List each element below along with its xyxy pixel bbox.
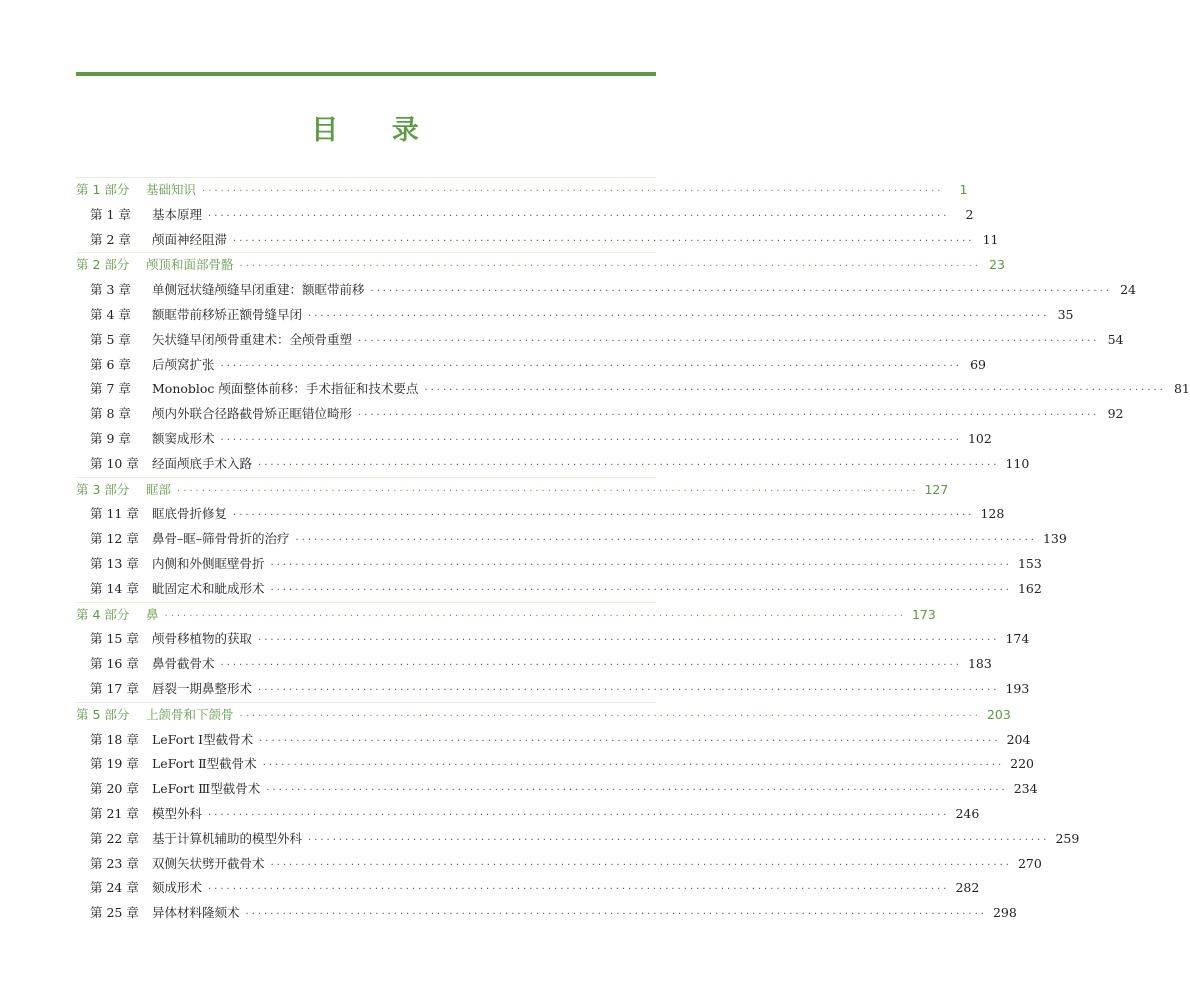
chapter-title: 单侧冠状缝颅缝早闭重建：额眶带前移 bbox=[152, 282, 365, 298]
dot-leader: ························································································································ bbox=[208, 210, 950, 222]
dot-leader: ························································································································ bbox=[308, 834, 1050, 846]
chapter-number: 第 20 章 bbox=[90, 781, 139, 797]
dot-leader: ························································································································ bbox=[208, 884, 950, 896]
chapter-number: 第 7 章 bbox=[90, 381, 131, 397]
toc-chapter[interactable] bbox=[76, 677, 1030, 702]
toc-chapter[interactable] bbox=[76, 852, 1042, 877]
chapter-title: 颅面神经阻滞 bbox=[152, 231, 228, 247]
toc-chapter[interactable] bbox=[76, 203, 974, 228]
dot-leader: ························································································································ bbox=[258, 684, 1000, 696]
chapter-title: 眶底骨折修复 bbox=[152, 506, 228, 522]
dot-leader: ························································································································ bbox=[239, 261, 981, 273]
dot-leader: ························································································································ bbox=[262, 760, 1005, 772]
toc-part[interactable] bbox=[76, 252, 1005, 278]
top-rule bbox=[76, 72, 656, 76]
chapter-number: 第 19 章 bbox=[90, 756, 139, 772]
chapter-title: 内侧和外侧眶壁骨折 bbox=[152, 555, 265, 571]
page-number: 2 bbox=[965, 206, 974, 222]
chapter-title: LeFort Ⅰ型截骨术 bbox=[152, 731, 254, 747]
part-number: 第 4 部分 bbox=[76, 606, 130, 622]
toc-chapter[interactable] bbox=[76, 328, 1124, 353]
part-title: 眶部 bbox=[146, 481, 172, 497]
dot-leader: ························································································································ bbox=[220, 660, 962, 672]
dot-leader: ························································································································ bbox=[220, 360, 962, 372]
dot-leader: ························································································································ bbox=[270, 859, 1012, 871]
chapter-number: 第 13 章 bbox=[90, 555, 139, 571]
chapter-number: 第 16 章 bbox=[90, 656, 139, 672]
page-number: 102 bbox=[967, 430, 992, 446]
toc-chapter[interactable] bbox=[76, 876, 980, 901]
part-title: 鼻 bbox=[146, 606, 159, 622]
dot-leader: ························································································································ bbox=[220, 434, 962, 446]
page-number: 220 bbox=[1010, 756, 1034, 772]
dot-leader: ························································································································ bbox=[259, 735, 1001, 747]
page-number: 127 bbox=[924, 481, 949, 497]
toc-chapter[interactable] bbox=[76, 377, 1190, 402]
chapter-title: LeFort Ⅲ型截骨术 bbox=[152, 781, 261, 797]
chapter-number: 第 15 章 bbox=[90, 631, 139, 647]
chapter-number: 第 1 章 bbox=[90, 206, 131, 222]
toc-chapter[interactable] bbox=[76, 228, 999, 253]
page-number: 69 bbox=[970, 356, 986, 372]
page-number: 23 bbox=[989, 257, 1005, 273]
page-number: 110 bbox=[1005, 455, 1030, 471]
toc-chapter[interactable] bbox=[76, 827, 1080, 852]
chapter-number: 第 6 章 bbox=[90, 356, 131, 372]
chapter-title: 鼻骨–眶–筛骨骨折的治疗 bbox=[152, 531, 290, 547]
toc-chapter[interactable] bbox=[76, 427, 992, 452]
chapter-title: Monobloc 颅面整体前移：手术指征和技术要点 bbox=[152, 381, 419, 397]
chapter-title: 额窦成形术 bbox=[152, 430, 215, 446]
chapter-number: 第 12 章 bbox=[90, 531, 139, 547]
page-number: 1 bbox=[959, 182, 968, 197]
dot-leader: ························································································································ bbox=[295, 535, 1037, 547]
part-number: 第 3 部分 bbox=[76, 481, 130, 497]
page-number: 234 bbox=[1013, 781, 1038, 797]
page-number: 259 bbox=[1055, 830, 1080, 846]
page-number: 246 bbox=[955, 805, 980, 821]
toc-chapter[interactable] bbox=[76, 652, 992, 677]
toc-chapter[interactable] bbox=[76, 552, 1042, 577]
dot-leader: ························································································································ bbox=[245, 909, 987, 921]
toc-part[interactable] bbox=[76, 602, 936, 628]
chapter-number: 第 5 章 bbox=[90, 331, 131, 347]
chapter-number: 第 2 章 bbox=[90, 231, 131, 247]
dot-leader: ························································································································ bbox=[233, 235, 975, 247]
chapter-title: 颅内外联合径路截骨矫正眶错位畸形 bbox=[152, 406, 353, 422]
page-number: 183 bbox=[967, 656, 992, 672]
page-number: 92 bbox=[1107, 406, 1124, 422]
dot-leader: ························································································································ bbox=[164, 610, 906, 622]
chapter-number: 第 11 章 bbox=[90, 506, 139, 522]
dot-leader: ························································································································ bbox=[370, 286, 1112, 298]
dot-leader: ························································································································ bbox=[358, 410, 1100, 422]
toc-chapter[interactable] bbox=[76, 752, 1034, 777]
toc-chapter[interactable] bbox=[76, 502, 1005, 527]
chapter-title: 鼻骨截骨术 bbox=[152, 656, 215, 672]
toc-chapter[interactable] bbox=[76, 627, 1030, 652]
part-title: 基础知识 bbox=[146, 182, 197, 197]
chapter-number: 第 3 章 bbox=[90, 282, 131, 298]
dot-leader: ························································································································ bbox=[270, 559, 1012, 571]
page-number: 35 bbox=[1057, 306, 1074, 322]
dot-leader: ························································································································ bbox=[358, 335, 1100, 347]
chapter-number: 第 9 章 bbox=[90, 430, 131, 446]
toc-chapter[interactable] bbox=[76, 577, 1042, 602]
toc-chapter[interactable] bbox=[76, 527, 1067, 552]
dot-leader: ························································································································ bbox=[308, 310, 1050, 322]
toc-chapter[interactable] bbox=[76, 452, 1030, 477]
part-number: 第 1 部分 bbox=[76, 182, 130, 197]
chapter-title: 矢状缝早闭颅骨重建术：全颅骨重塑 bbox=[152, 331, 353, 347]
part-number: 第 2 部分 bbox=[76, 257, 130, 273]
dot-leader: ························································································································ bbox=[177, 485, 919, 497]
page-number: 162 bbox=[1017, 580, 1042, 596]
chapter-title: LeFort Ⅱ型截骨术 bbox=[152, 756, 257, 772]
dot-leader: ························································································································ bbox=[258, 635, 1000, 647]
toc-chapter[interactable] bbox=[76, 802, 980, 827]
page-number: 204 bbox=[1006, 731, 1031, 747]
chapter-title: 基于计算机辅助的模型外科 bbox=[152, 830, 303, 846]
dot-leader: ························································································································ bbox=[233, 510, 975, 522]
chapter-number: 第 10 章 bbox=[90, 455, 139, 471]
chapter-title: 颅骨移植物的获取 bbox=[152, 631, 253, 647]
chapter-title: 模型外科 bbox=[152, 805, 203, 821]
dot-leader: ························································································································ bbox=[208, 809, 950, 821]
chapter-title: 后颅窝扩张 bbox=[152, 356, 215, 372]
chapter-title: 颏成形术 bbox=[152, 880, 203, 896]
toc-part[interactable] bbox=[76, 702, 1011, 728]
page-number: 203 bbox=[986, 706, 1011, 722]
page-title: 目 录 bbox=[311, 115, 441, 146]
page-number: 54 bbox=[1107, 331, 1124, 347]
toc-chapter[interactable] bbox=[76, 402, 1124, 427]
page-number: 174 bbox=[1005, 631, 1030, 647]
page-number: 24 bbox=[1120, 282, 1136, 298]
chapter-title: 基本原理 bbox=[152, 206, 203, 222]
page-number: 298 bbox=[992, 905, 1017, 921]
chapter-title: 双侧矢状劈开截骨术 bbox=[152, 855, 265, 871]
chapter-number: 第 21 章 bbox=[90, 805, 139, 821]
part-title: 颅顶和面部骨骼 bbox=[146, 257, 234, 273]
page-number: 270 bbox=[1017, 855, 1042, 871]
part-number: 第 5 部分 bbox=[76, 706, 130, 722]
chapter-title: 眦固定术和眦成形术 bbox=[152, 580, 265, 596]
toc-part[interactable] bbox=[76, 177, 968, 203]
chapter-number: 第 24 章 bbox=[90, 880, 139, 896]
page-number: 193 bbox=[1005, 680, 1030, 696]
dot-leader: ························································································································ bbox=[202, 186, 944, 197]
part-title: 上颌骨和下颌骨 bbox=[146, 706, 234, 722]
chapter-number: 第 17 章 bbox=[90, 680, 139, 696]
chapter-number: 第 23 章 bbox=[90, 855, 139, 871]
toc-chapter[interactable] bbox=[76, 278, 1136, 303]
toc-chapter[interactable] bbox=[76, 728, 1031, 753]
dot-leader: ························································································································ bbox=[270, 584, 1012, 596]
chapter-title: 唇裂一期鼻整形术 bbox=[152, 680, 253, 696]
page-number: 282 bbox=[955, 880, 980, 896]
chapter-number: 第 4 章 bbox=[90, 306, 131, 322]
toc-chapter[interactable] bbox=[76, 777, 1038, 802]
chapter-number: 第 18 章 bbox=[90, 731, 139, 747]
page-number: 81 bbox=[1173, 381, 1190, 397]
chapter-title: 异体材料隆颏术 bbox=[152, 905, 240, 921]
chapter-title: 经面颅底手术入路 bbox=[152, 455, 253, 471]
toc-part[interactable] bbox=[76, 477, 949, 503]
chapter-number: 第 25 章 bbox=[90, 905, 139, 921]
page-number: 11 bbox=[982, 231, 999, 247]
dot-leader: ························································································································ bbox=[239, 710, 981, 722]
dot-leader: ························································································································ bbox=[424, 385, 1166, 397]
page-number: 173 bbox=[911, 606, 936, 622]
page-number: 153 bbox=[1017, 555, 1042, 571]
dot-leader: ························································································································ bbox=[258, 459, 1000, 471]
page-number: 128 bbox=[980, 506, 1005, 522]
chapter-number: 第 14 章 bbox=[90, 580, 139, 596]
toc-chapter[interactable] bbox=[76, 901, 1017, 926]
table-of-contents bbox=[76, 177, 1190, 926]
dot-leader: ························································································································ bbox=[266, 785, 1008, 797]
toc-chapter[interactable] bbox=[76, 303, 1074, 328]
chapter-number: 第 22 章 bbox=[90, 830, 139, 846]
toc-chapter[interactable] bbox=[76, 353, 986, 378]
chapter-title: 额眶带前移矫正额骨缝早闭 bbox=[152, 306, 303, 322]
chapter-number: 第 8 章 bbox=[90, 406, 131, 422]
page-number: 139 bbox=[1042, 531, 1067, 547]
